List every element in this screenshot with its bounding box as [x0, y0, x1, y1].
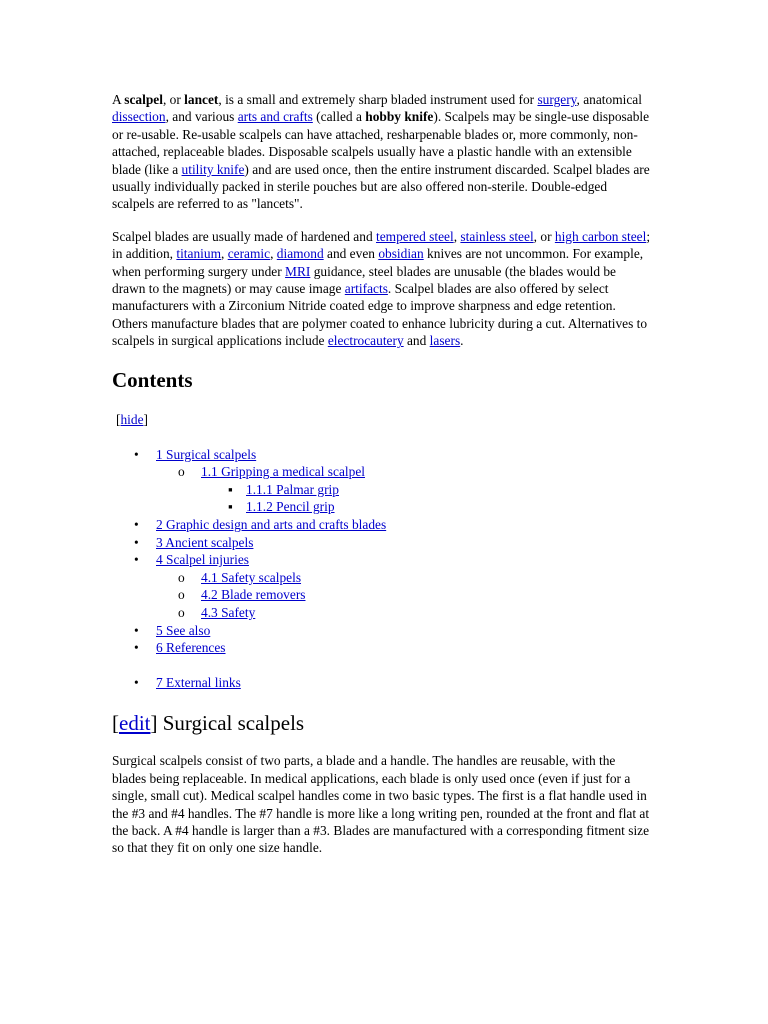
toc-item	[112, 498, 652, 516]
text: ,	[453, 228, 461, 244]
hide-link[interactable]: hide	[120, 411, 144, 427]
text: , anatomical	[576, 92, 642, 107]
link-stainless-steel[interactable]: stainless steel	[460, 228, 534, 244]
toc-link[interactable]: 4.3 Safety	[201, 605, 256, 621]
toc-link[interactable]: 4.1 Safety scalpels	[201, 569, 302, 585]
toc-item	[112, 463, 652, 481]
toc-list	[112, 446, 652, 692]
link-ceramic[interactable]: ceramic	[227, 246, 271, 262]
link-diamond[interactable]: diamond	[276, 246, 324, 262]
toc-item	[112, 604, 652, 622]
toc-link[interactable]: 1.1 Gripping a medical scalpel	[201, 464, 365, 480]
bullet-icon: •	[134, 674, 139, 690]
text: , or	[533, 228, 555, 244]
toc-item	[112, 639, 652, 657]
link-mri[interactable]: MRI	[285, 263, 311, 279]
text: ) and are used once, then the entire instrument discarded. Scalpel blades are usually individually packed in sterile pouches but are also offered non-sterile. Double-edged scalpels are referred to as "lancets".	[112, 161, 650, 212]
bullet-icon: o	[178, 605, 185, 621]
bracket: [	[116, 411, 121, 427]
intro-paragraph-1	[112, 91, 652, 213]
text: ). Scalpels may be single-use disposable or re-usable. Re-usable scalpels can have attached, resharpenable blades or, more commonly, non-attached, replaceable blades. Disposable scalpels usually have a plastic handle with an extensible blade (like a	[112, 109, 650, 177]
toc-hide-toggle	[116, 411, 652, 428]
link-dissection[interactable]: dissection	[112, 109, 166, 125]
link-titanium[interactable]: titanium	[176, 246, 221, 262]
term-lancet: lancet	[184, 92, 219, 107]
bullet-icon: o	[178, 464, 185, 480]
toc-item	[112, 674, 652, 692]
toc-link[interactable]: 1.1.2 Pencil grip	[246, 499, 335, 515]
toc-link[interactable]: 3 Ancient scalpels	[156, 534, 254, 550]
link-utility-knife[interactable]: utility knife	[181, 161, 245, 177]
toc-item	[112, 446, 652, 464]
text: (called a	[312, 109, 366, 125]
link-arts-and-crafts[interactable]: arts and crafts	[237, 109, 313, 125]
text: .	[460, 333, 464, 349]
bullet-icon: •	[134, 517, 139, 533]
toc-link[interactable]: 4 Scalpel injuries	[156, 552, 249, 568]
bullet-icon: •	[134, 640, 139, 656]
toc-link[interactable]: 1 Surgical scalpels	[156, 446, 257, 462]
toc-link[interactable]: 2 Graphic design and arts and crafts blades	[156, 517, 387, 533]
link-tempered-steel[interactable]: tempered steel	[376, 228, 454, 244]
section-title: Surgical scalpels	[157, 711, 305, 736]
link-high-carbon-steel[interactable]: high carbon steel	[554, 228, 647, 244]
bullet-icon: •	[134, 552, 139, 568]
link-electrocautery[interactable]: electrocautery	[327, 333, 404, 349]
text: ,	[270, 246, 277, 262]
bullet-icon: ▪	[228, 499, 233, 515]
text: ,	[221, 246, 228, 262]
text: . Scalpel blades are also offered by select manufacturers with a Zirconium Nitride coated edge to improve sharpness and edge retention. Others manufacture blades that are polymer coated to enhance lubricity during a cut. Alternatives to scalpels in surgical applications include	[112, 281, 648, 349]
toc-item	[112, 569, 652, 587]
text: Scalpel blades are usually made of hardened and	[112, 228, 376, 244]
toc-item	[112, 516, 652, 534]
bracket: ]	[150, 711, 158, 736]
term-scalpel: scalpel	[124, 92, 163, 107]
text: , is a small and extremely sharp bladed instrument used for	[218, 92, 538, 107]
intro-paragraph-2	[112, 228, 652, 350]
article	[112, 91, 652, 857]
toc-item	[112, 622, 652, 640]
bullet-icon: •	[134, 446, 139, 462]
bullet-icon: o	[178, 587, 185, 603]
toc-item	[112, 586, 652, 604]
toc-item	[112, 534, 652, 552]
text: and even	[323, 246, 379, 262]
bracket: [	[112, 711, 119, 736]
edit-link[interactable]: edit	[119, 711, 151, 736]
toc-link[interactable]: 5 See also	[156, 622, 211, 638]
toc-link[interactable]: 1.1.1 Palmar grip	[246, 481, 339, 497]
link-lasers[interactable]: lasers	[429, 333, 461, 349]
text: A	[112, 92, 125, 107]
contents-heading: Contents	[112, 367, 193, 392]
bullet-icon: •	[134, 622, 139, 638]
link-artifacts[interactable]: artifacts	[344, 281, 388, 297]
bullet-icon: o	[178, 569, 185, 585]
link-obsidian[interactable]: obsidian	[378, 246, 424, 262]
bullet-icon: •	[134, 534, 139, 550]
link-surgery[interactable]: surgery	[537, 92, 577, 107]
bullet-icon: ▪	[228, 481, 233, 497]
section-body: Surgical scalpels consist of two parts, a blade and a handle. The handles are reusable, with the blades being replaceable. In medical applications, each blade is only used once (even if just for a single, small cut). Medical scalpel handles come in two basic types. The first is a flat handle used in the #3 and #4 handles. The #7 handle is more like a long writing pen, rounded at the front and flat at the back. A #4 handle is larger than a #3. Blades are manufactured with a corresponding fitment size so that they fit on only one size handle.	[112, 753, 650, 856]
section-heading-surgical-scalpels	[112, 711, 652, 735]
toc-item	[112, 551, 652, 569]
text: , and various	[165, 109, 238, 125]
text: ; in addition,	[112, 228, 651, 262]
toc-item	[112, 481, 652, 499]
toc-link[interactable]: 7 External links	[156, 674, 241, 690]
term-hobby-knife: hobby knife	[365, 109, 434, 125]
text: and	[403, 333, 430, 349]
toc-link[interactable]: 4.2 Blade removers	[201, 587, 306, 603]
text: , or	[162, 92, 185, 107]
bracket: ]	[143, 411, 148, 427]
text: knives are not uncommon. For example, when performing surgery under	[112, 246, 644, 279]
text: guidance, steel blades are unusable (the blades would be drawn to the magnets) or may cause image	[112, 263, 617, 297]
toc-link[interactable]: 6 References	[156, 640, 226, 656]
